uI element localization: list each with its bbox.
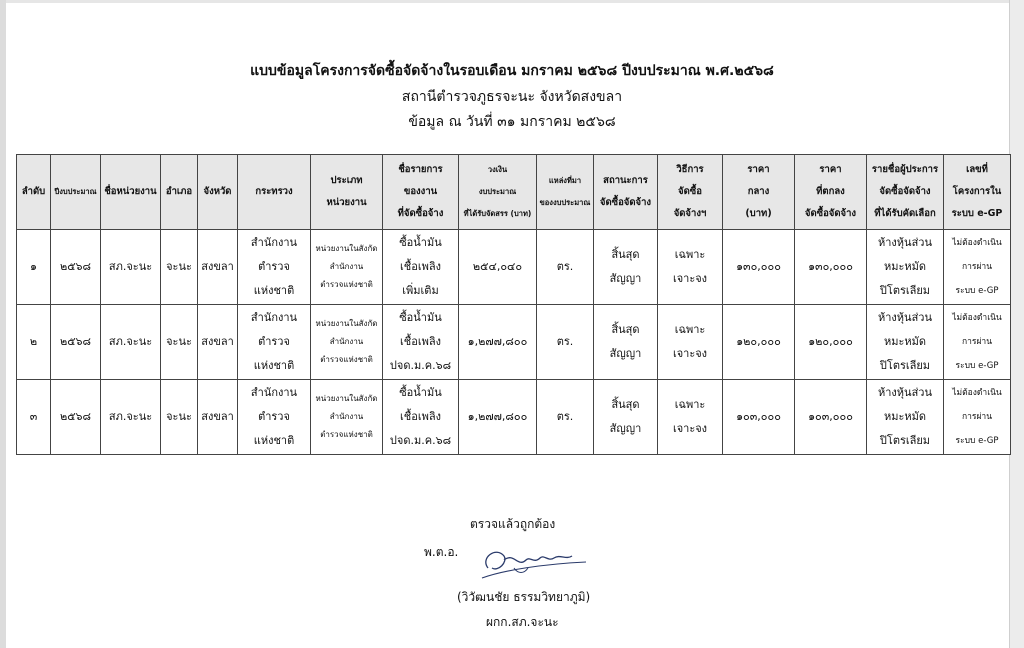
column-header: [867, 155, 944, 230]
item-name-cell: [383, 380, 459, 455]
item-name-cell: [383, 305, 459, 380]
column-header-line: ของงบประมาณ: [539, 198, 591, 207]
column-header: [17, 155, 51, 230]
verified-label: ตรวจแล้วถูกต้อง: [470, 517, 556, 531]
item-name-line: เชื้อเพลิง: [400, 260, 441, 273]
agency-name-cell: สภ.จะนะ: [101, 230, 161, 305]
procurement-table: [16, 154, 1011, 455]
budget-source-cell: ตร.: [537, 380, 594, 455]
procurement-method-line: เฉพาะ: [674, 248, 706, 261]
column-header: [311, 155, 383, 230]
agency-type-line: ตำรวจแห่งชาติ: [320, 430, 373, 439]
column-header-line: โครงการใน: [952, 186, 1002, 197]
egp-number-line: ไม่ต้องดำเนิน: [952, 238, 1002, 248]
procurement-status-line: สัญญา: [609, 422, 642, 435]
procurement-method-cell: [658, 230, 723, 305]
district-cell: จะนะ: [161, 230, 198, 305]
fiscal-year-cell: ๒๕๖๘: [51, 380, 101, 455]
column-header-line: ราคา: [747, 164, 770, 175]
item-name-line: ซื้อน้ำมัน: [399, 236, 442, 249]
item-name-line: เพิ่มเติม: [402, 284, 439, 297]
signer-name: (วิวัฒนชัย ธรรมวิทยาภูมิ): [457, 590, 591, 604]
median-price-cell: ๑๓๐,๐๐๐: [723, 230, 795, 305]
budget-source-cell: ตร.: [537, 305, 594, 380]
agency-type-cell: [311, 305, 383, 380]
selected-vendor-line: ห้างหุ้นส่วน: [878, 386, 932, 399]
column-header: [594, 155, 658, 230]
agency-type-line: ตำรวจแห่งชาติ: [320, 280, 373, 289]
column-header-line: รายชื่อผู้ประการ: [871, 164, 939, 175]
column-header-line: สถานะการ: [603, 175, 648, 186]
egp-number-cell: [944, 230, 1011, 305]
column-header-line: อำเภอ: [165, 186, 193, 197]
procurement-method-line: เฉพาะ: [674, 323, 706, 336]
median-price-cell: ๑๒๐,๐๐๐: [723, 305, 795, 380]
column-header: [238, 155, 311, 230]
agency-type-line: สำนักงาน: [329, 412, 364, 421]
selected-vendor-line: ปิโตรเลียม: [879, 434, 931, 447]
ministry-line: สำนักงาน: [250, 386, 298, 399]
column-header: [161, 155, 198, 230]
procurement-status-line: สัญญา: [609, 347, 642, 360]
column-header: [383, 155, 459, 230]
fiscal-year-cell: ๒๕๖๘: [51, 305, 101, 380]
selected-vendor-line: ห้างหุ้นส่วน: [878, 311, 932, 324]
column-header-line: ลำดับ: [21, 186, 46, 197]
handwritten-signature: [474, 538, 592, 586]
agency-name-cell: สภ.จะนะ: [101, 305, 161, 380]
column-header-line: จัดซื้อจัดจ้าง: [879, 186, 931, 197]
selected-vendor-line: หมะหมัด: [883, 335, 927, 348]
ministry-line: ตำรวจ: [258, 260, 290, 273]
ministry-cell: [238, 305, 311, 380]
selected-vendor-cell: [867, 230, 944, 305]
document-title: แบบข้อมูลโครงการจัดซื้อจัดจ้างในรอบเดือน มกราคม ๒๕๖๘ ปีงบประมาณ พ.ศ.๒๕๖๘: [250, 63, 774, 79]
agency-type-line: หน่วยงานในสังกัด: [315, 319, 378, 328]
column-header: [658, 155, 723, 230]
column-header-line: จังหวัด: [203, 186, 232, 197]
procurement-method-line: เจาะจง: [672, 272, 708, 285]
district-cell: จะนะ: [161, 305, 198, 380]
item-name-line: ซื้อน้ำมัน: [399, 311, 442, 324]
column-header: [537, 155, 594, 230]
column-header-line: จัดซื้อ: [678, 186, 702, 197]
column-header: [198, 155, 238, 230]
egp-number-line: ระบบ e-GP: [955, 286, 999, 296]
selected-vendor-line: ห้างหุ้นส่วน: [878, 236, 932, 249]
table-row: [17, 230, 1011, 305]
column-header-line: แหล่งที่มา: [548, 176, 582, 185]
column-header-line: หน่วยงาน: [326, 197, 367, 208]
egp-number-cell: [944, 380, 1011, 455]
selected-vendor-line: ปิโตรเลียม: [879, 359, 931, 372]
agency-type-line: หน่วยงานในสังกัด: [315, 394, 378, 403]
agency-name-cell: สภ.จะนะ: [101, 380, 161, 455]
column-header: [101, 155, 161, 230]
column-header-line: วงเงิน: [487, 165, 508, 174]
column-header-line: ของงาน: [403, 186, 438, 197]
column-header-line: วิธีการ: [676, 164, 704, 175]
agency-type-cell: [311, 380, 383, 455]
column-header: [51, 155, 101, 230]
procurement-status-cell: [594, 305, 658, 380]
ministry-line: ตำรวจ: [258, 335, 290, 348]
egp-number-line: ไม่ต้องดำเนิน: [952, 313, 1002, 323]
item-name-line: ซื้อน้ำมัน: [399, 386, 442, 399]
budget-amount-cell: ๒๕๔,๐๔๐: [459, 230, 537, 305]
ministry-cell: [238, 230, 311, 305]
column-header-line: (บาท): [745, 208, 772, 219]
budget-amount-cell: ๑,๒๗๗,๘๐๐: [459, 380, 537, 455]
column-header-line: กลาง: [747, 186, 770, 197]
procurement-method-cell: [658, 380, 723, 455]
column-header: [795, 155, 867, 230]
egp-number-line: การผ่าน: [961, 412, 993, 422]
column-header-line: ระบบ e-GP: [951, 208, 1003, 219]
ministry-line: สำนักงาน: [250, 311, 298, 324]
column-header-line: กระทรวง: [255, 186, 293, 197]
budget-source-cell: ตร.: [537, 230, 594, 305]
column-header-line: เลขที่: [966, 164, 988, 175]
ministry-line: แห่งชาติ: [253, 434, 295, 447]
ministry-line: แห่งชาติ: [253, 359, 295, 372]
province-cell: สงขลา: [198, 305, 238, 380]
signer-rank: พ.ต.อ.: [424, 545, 459, 559]
row-number-cell: ๑: [17, 230, 51, 305]
column-header: [944, 155, 1011, 230]
agency-type-line: สำนักงาน: [329, 262, 364, 271]
ministry-line: สำนักงาน: [250, 236, 298, 249]
procurement-status-line: สิ้นสุด: [611, 323, 640, 336]
column-header-line: จัดซื้อจัดจ้าง: [599, 197, 652, 208]
table-body: [17, 230, 1011, 455]
item-name-line: เชื้อเพลิง: [400, 335, 441, 348]
column-header-line: ที่ได้รับคัดเลือก: [874, 208, 936, 219]
fiscal-year-cell: ๒๕๖๘: [51, 230, 101, 305]
agreed-price-cell: ๑๒๐,๐๐๐: [795, 305, 867, 380]
table-row: [17, 305, 1011, 380]
column-header-line: ราคา: [819, 164, 842, 175]
agency-type-cell: [311, 230, 383, 305]
column-header-line: ที่จัดซื้อจ้าง: [397, 208, 444, 219]
selected-vendor-cell: [867, 305, 944, 380]
procurement-status-line: สิ้นสุด: [611, 398, 640, 411]
as-of-date: ข้อมูล ณ วันที่ ๓๑ มกราคม ๒๕๖๘: [408, 114, 616, 130]
table-row: [17, 380, 1011, 455]
column-header-line: จัดจ้างฯ: [673, 208, 707, 219]
column-header-line: จัดซื้อจัดจ้าง: [804, 208, 857, 219]
procurement-method-cell: [658, 305, 723, 380]
selected-vendor-line: ปิโตรเลียม: [879, 284, 931, 297]
agency-type-line: สำนักงาน: [329, 337, 364, 346]
median-price-cell: ๑๐๓,๐๐๐: [723, 380, 795, 455]
egp-number-line: ระบบ e-GP: [955, 436, 999, 446]
egp-number-line: ระบบ e-GP: [955, 361, 999, 371]
procurement-status-cell: [594, 230, 658, 305]
column-header: [723, 155, 795, 230]
row-number-cell: ๓: [17, 380, 51, 455]
selected-vendor-cell: [867, 380, 944, 455]
item-name-line: เชื้อเพลิง: [400, 410, 441, 423]
procurement-status-line: สัญญา: [609, 272, 642, 285]
procurement-method-line: เจาะจง: [672, 347, 708, 360]
procurement-status-cell: [594, 380, 658, 455]
ministry-line: ตำรวจ: [258, 410, 290, 423]
item-name-line: ปจด.ม.ค.๖๘: [389, 359, 452, 372]
egp-number-cell: [944, 305, 1011, 380]
agency-type-line: ตำรวจแห่งชาติ: [320, 355, 373, 364]
column-header-line: ที่ได้รับจัดสรร (บาท): [463, 209, 532, 218]
province-cell: สงขลา: [198, 230, 238, 305]
district-cell: จะนะ: [161, 380, 198, 455]
signer-position: ผกก.สภ.จะนะ: [486, 615, 559, 629]
egp-number-line: ไม่ต้องดำเนิน: [952, 388, 1002, 398]
selected-vendor-line: หมะหมัด: [883, 410, 927, 423]
procurement-method-line: เจาะจง: [672, 422, 708, 435]
row-number-cell: ๒: [17, 305, 51, 380]
procurement-method-line: เฉพาะ: [674, 398, 706, 411]
agreed-price-cell: ๑๐๓,๐๐๐: [795, 380, 867, 455]
table-header-row: [17, 155, 1011, 230]
agreed-price-cell: ๑๓๐,๐๐๐: [795, 230, 867, 305]
column-header-line: ชื่อหน่วยงาน: [104, 186, 157, 197]
column-header-line: ชื่อรายการ: [398, 164, 443, 175]
column-header-line: ประเภท: [330, 175, 363, 186]
item-name-cell: [383, 230, 459, 305]
egp-number-line: การผ่าน: [961, 337, 993, 347]
budget-amount-cell: ๑,๒๗๗,๘๐๐: [459, 305, 537, 380]
column-header-line: ที่ตกลง: [816, 186, 845, 197]
egp-number-line: การผ่าน: [961, 262, 993, 272]
item-name-line: ปจด.ม.ค.๖๘: [389, 434, 452, 447]
column-header-line: ปีงบประมาณ: [54, 187, 97, 196]
ministry-cell: [238, 380, 311, 455]
agency-type-line: หน่วยงานในสังกัด: [315, 244, 378, 253]
selected-vendor-line: หมะหมัด: [883, 260, 927, 273]
column-header-line: งบประมาณ: [478, 187, 517, 196]
ministry-line: แห่งชาติ: [253, 284, 295, 297]
column-header: [459, 155, 537, 230]
procurement-status-line: สิ้นสุด: [611, 248, 640, 261]
station-name: สถานีตำรวจภูธรจะนะ จังหวัดสงขลา: [401, 89, 623, 105]
window-top-edge: [0, 0, 1024, 3]
province-cell: สงขลา: [198, 380, 238, 455]
